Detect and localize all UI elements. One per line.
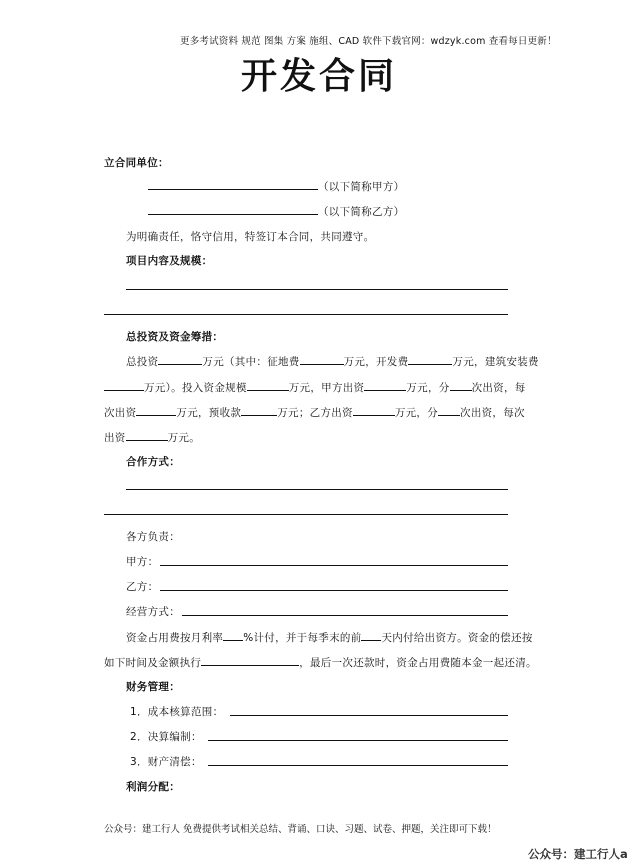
capital-use-line-2 [104,654,537,670]
blank-monthly-rate[interactable] [223,629,243,641]
project-scope-heading: 项目内容及规模： [126,255,213,267]
text-segment: 万元，开发费 [343,356,409,368]
text-segment: ，最后一次还款时，资金占用费随本金一起还清。 [299,657,537,669]
footer-note: 公众号：建工行人 免费提供考试相关总结、背诵、口诀、习题、试卷、押题，关注即可下载！ [104,824,497,835]
blank-construction-fee[interactable] [104,379,144,391]
profit-heading: 利润分配： [126,781,180,793]
text-segment: 万元，预收款 [176,407,242,419]
blank-party-a-times[interactable] [450,379,472,391]
blank-per-installment-a[interactable] [136,404,176,416]
text-segment: 万元，甲方出资 [288,382,365,394]
financial-item-3-line[interactable] [208,765,508,766]
operation-mode-label: 经营方式： [126,606,180,618]
party-b-row [148,203,404,219]
text-segment: 万元，分 [406,382,450,394]
parties-label: 立合同单位： [104,157,169,169]
blank-capital-scale[interactable] [247,379,289,391]
blank-advance-payment[interactable] [241,404,277,416]
intro-text: 为明确责任，恪守信用，特签订本合同，共同遵守。 [126,231,375,243]
text-segment: 万元，建筑安装费 [452,356,539,368]
party-a-blank[interactable] [148,178,318,190]
text-segment: 天内付给出资方。资金的偿还按 [381,632,533,644]
blank-party-b-capital[interactable] [353,404,395,416]
financial-item-2-label: 2．决算编制： [130,731,202,743]
capital-use-line-1 [126,629,533,645]
blank-total-investment[interactable] [158,353,202,365]
party-a-row [148,178,404,194]
party-b-duty-label: 乙方： [126,581,159,593]
cooperation-line-2[interactable] [104,514,508,515]
financial-heading: 财务管理： [126,681,180,693]
financial-item-1-label: 1．成本核算范围： [130,706,224,718]
party-a-suffix: （以下简称甲方） [318,181,405,193]
investment-line-4 [104,429,200,445]
text-segment: 出资 [104,432,126,444]
blank-development-fee[interactable] [408,353,452,365]
blank-per-installment-b[interactable] [126,429,168,441]
text-segment: 资金占用费按月利率 [126,632,224,644]
party-b-blank[interactable] [148,203,318,215]
text-segment: 如下时间及金额执行 [104,657,202,669]
blank-land-fee[interactable] [300,353,344,365]
blank-days[interactable] [361,629,381,641]
text-segment: 次出资，每次 [460,407,525,419]
project-scope-line-1[interactable] [126,289,508,290]
text-segment: %计付，并于每季末的前 [243,632,362,644]
financial-item-2-line[interactable] [208,740,508,741]
document-title: 开发合同 [240,55,397,97]
cooperation-heading: 合作方式： [126,456,180,468]
party-b-suffix: （以下简称乙方） [318,206,405,218]
investment-line-3 [104,404,525,420]
watermark: 公众号：建工行人a [528,847,628,861]
investment-heading: 总投资及资金筹措： [126,331,224,343]
investment-line-2 [104,379,526,395]
text-segment: 次出资 [104,407,137,419]
text-segment: 万元（其中：征地费 [202,356,300,368]
cooperation-line-1[interactable] [126,489,508,490]
text-segment: 万元；乙方出资 [277,407,353,419]
project-scope-line-2[interactable] [104,314,508,315]
text-segment: 万元。 [167,432,201,444]
party-a-duty-label: 甲方： [126,556,159,568]
blank-party-b-times[interactable] [438,404,460,416]
financial-item-3-label: 3．财产清偿： [130,756,202,768]
text-segment: 次出资，每 [471,382,526,394]
party-b-duty-line[interactable] [160,590,508,591]
investment-line-1 [126,353,539,369]
blank-party-a-capital[interactable] [364,379,406,391]
party-a-duty-line[interactable] [160,565,508,566]
responsibilities-heading: 各方负责： [126,531,180,543]
text-segment: 总投资 [126,356,159,368]
header-note: 更多考试资料 规范 图集 方案 施组、CAD 软件下载官网：wdzyk.com 查看每日更新！ [180,36,557,47]
blank-repayment-schedule[interactable] [201,654,299,666]
text-segment: 万元，分 [394,407,439,419]
financial-item-1-line[interactable] [230,715,508,716]
operation-mode-line[interactable] [182,615,508,616]
text-segment: 万元）。投入资金规模 [144,382,247,394]
